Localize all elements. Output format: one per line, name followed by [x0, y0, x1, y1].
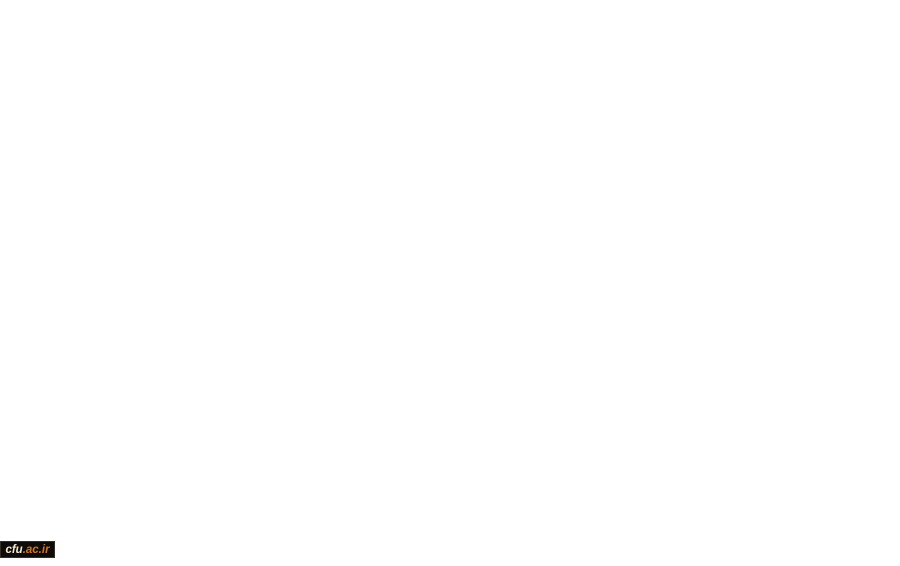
- watermark-domain-text: .ac.ir: [22, 543, 50, 556]
- watermark-site-text: cfu: [5, 543, 23, 556]
- watermark-badge: [0, 541, 55, 558]
